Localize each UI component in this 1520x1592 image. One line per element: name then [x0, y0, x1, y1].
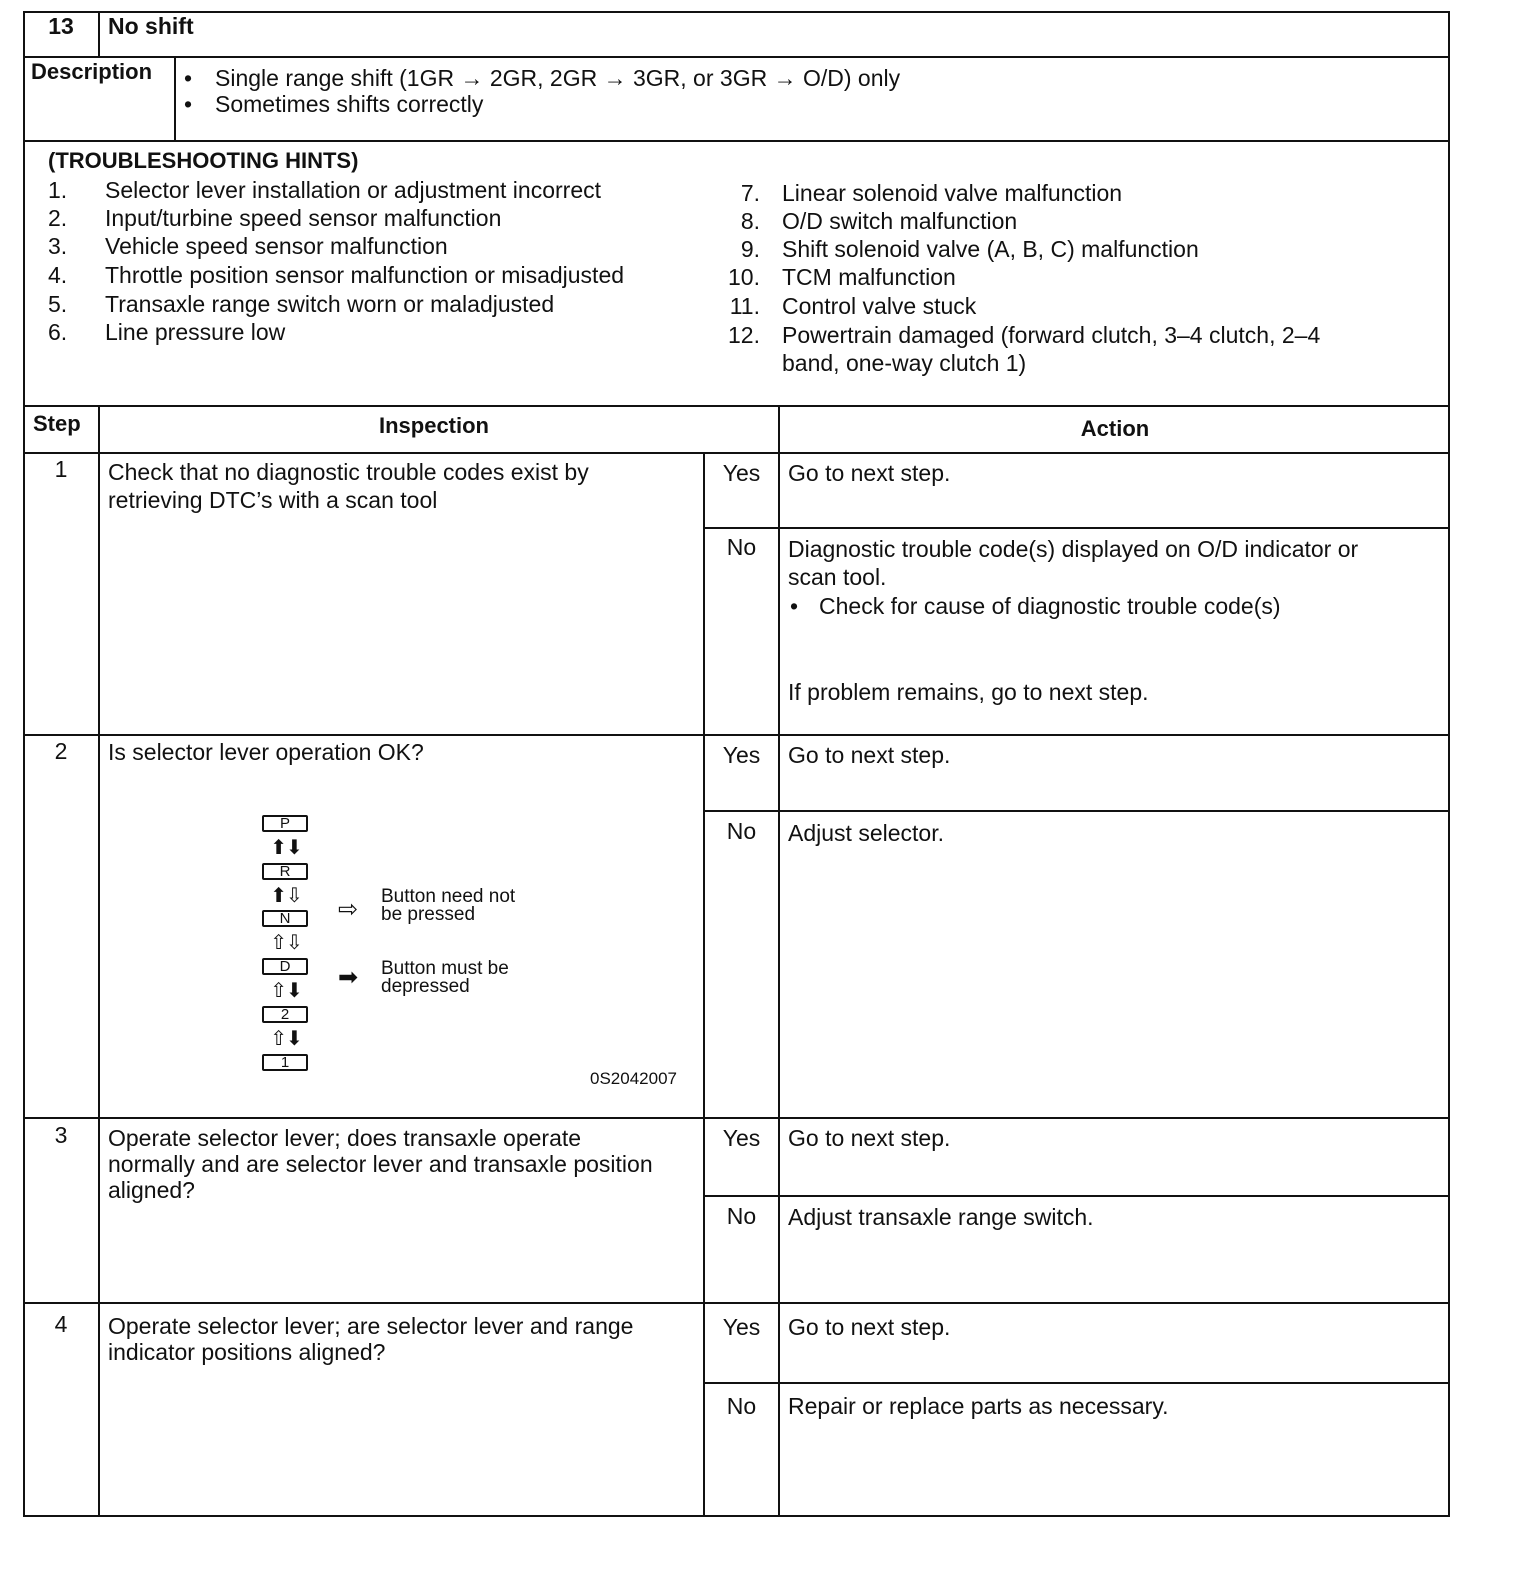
hint-number: 2.	[48, 205, 68, 231]
yes-action: Go to next step.	[788, 1125, 951, 1151]
legend-solid-line: Button must be	[381, 958, 509, 979]
rule-yesno-column	[703, 452, 705, 1517]
yes-label: Yes	[722, 460, 761, 486]
hint-number: 1.	[48, 177, 68, 203]
rule-description-bottom	[24, 140, 1450, 142]
rule-step2-bottom	[24, 1117, 1450, 1119]
yes-label: Yes	[722, 742, 761, 768]
rule-action-column	[778, 405, 780, 1517]
hint-number: 9.	[740, 236, 760, 262]
hint-number: 12.	[728, 322, 760, 348]
gear-position-1: 1	[262, 1054, 308, 1071]
gear-position-n: N	[262, 910, 308, 927]
arrow-pair-icon: ⇧⬇	[270, 1028, 302, 1050]
column-header-action: Action	[1080, 416, 1150, 441]
step-inspection-line: Is selector lever operation OK?	[108, 739, 424, 765]
no-action-bullet: Check for cause of diagnostic trouble code(s)	[819, 593, 1281, 619]
gear-position-p: P	[262, 815, 308, 832]
no-label: No	[726, 1203, 757, 1229]
legend-open-line: Button need not	[381, 886, 516, 907]
hint-text: Shift solenoid valve (A, B, C) malfunction	[782, 236, 1199, 262]
arrow-pair-icon: ⇧⇩	[270, 932, 302, 954]
no-action: Adjust transaxle range switch.	[788, 1204, 1094, 1230]
hint-text: TCM malfunction	[782, 264, 956, 290]
legend-solid-line: depressed	[381, 976, 470, 997]
rule-hints-bottom	[24, 405, 1450, 407]
no-action-line: Diagnostic trouble code(s) displayed on O/D indicator or	[788, 536, 1359, 562]
rule-header-bottom	[24, 56, 1450, 58]
yes-action: Go to next step.	[788, 1314, 951, 1340]
hint-text: Line pressure low	[105, 319, 286, 345]
yes-action: Go to next step.	[788, 460, 951, 486]
no-label: No	[726, 1393, 757, 1419]
arrow-pair-icon: ⬆⬇	[270, 837, 302, 859]
solid-arrow-icon: ➡	[338, 964, 359, 991]
arrow-pair-icon: ⇧⬇	[270, 980, 302, 1002]
no-label: No	[726, 534, 757, 560]
problem-number: 13	[48, 13, 74, 39]
no-action-final: If problem remains, go to next step.	[788, 679, 1149, 705]
description-bullet-2: Sometimes shifts correctly	[215, 91, 484, 117]
figure-code: 0S2042007	[590, 1069, 677, 1088]
hints-title: (TROUBLESHOOTING HINTS)	[48, 148, 359, 173]
yes-action: Go to next step.	[788, 742, 951, 768]
hint-number: 10.	[728, 264, 760, 290]
rule-step3-bottom	[24, 1302, 1450, 1304]
rule-right	[1448, 11, 1450, 1517]
hint-text: O/D switch malfunction	[782, 208, 1018, 234]
rule-step2-yes-no	[704, 810, 1450, 812]
hint-text-continuation: band, one-way clutch 1)	[782, 350, 1027, 376]
description-bullet-1: Single range shift (1GR → 2GR, 2GR → 3GR, or 3GR → O/D) only	[215, 65, 901, 91]
step-inspection-line: Check that no diagnostic trouble codes exist by	[108, 459, 589, 485]
rule-step1-yes-no	[704, 527, 1450, 529]
hint-number: 6.	[48, 319, 68, 345]
hint-text: Control valve stuck	[782, 293, 977, 319]
step-inspection-line: Operate selector lever; does transaxle operate	[108, 1125, 582, 1151]
rule-columns-bottom	[24, 452, 1450, 454]
hint-number: 3.	[48, 233, 68, 259]
step-inspection-line: Operate selector lever; are selector lever and range	[108, 1313, 634, 1339]
problem-title: No shift	[108, 13, 194, 39]
rule-step3-yes-no	[704, 1195, 1450, 1197]
step-inspection-line: retrieving DTC’s with a scan tool	[108, 487, 438, 513]
step-number: 3	[54, 1122, 68, 1148]
hint-text: Powertrain damaged (forward clutch, 3–4 clutch, 2–4	[782, 322, 1321, 348]
step-number: 1	[54, 456, 68, 482]
rule-top	[24, 11, 1450, 13]
no-action-line: scan tool.	[788, 564, 887, 590]
legend-open-line: be pressed	[381, 904, 476, 925]
step-inspection-line: indicator positions aligned?	[108, 1339, 386, 1365]
no-action: Repair or replace parts as necessary.	[788, 1393, 1169, 1419]
rule-description-label	[174, 56, 176, 142]
no-label: No	[726, 818, 757, 844]
rule-step4-yes-no	[704, 1382, 1450, 1384]
gear-position-r: R	[262, 863, 308, 880]
column-header-inspection: Inspection	[378, 413, 489, 438]
rule-step-column	[98, 405, 100, 1517]
hint-text: Transaxle range switch worn or maladjusted	[105, 291, 555, 317]
description-bullet-mark: •	[184, 91, 193, 117]
yes-label: Yes	[722, 1314, 761, 1340]
hint-number: 11.	[729, 293, 760, 319]
hint-number: 8.	[740, 208, 760, 234]
open-arrow-icon: ⇨	[338, 896, 359, 923]
column-header-step: Step	[33, 411, 81, 436]
gear-position-d: D	[262, 958, 308, 975]
hint-text: Input/turbine speed sensor malfunction	[105, 205, 502, 231]
no-action-bullet-mark: •	[790, 593, 799, 619]
description-bullet-mark: •	[184, 65, 193, 91]
gear-position-2: 2	[262, 1006, 308, 1023]
hint-text: Throttle position sensor malfunction or misadjusted	[105, 262, 625, 288]
description-label: Description	[31, 59, 153, 84]
rule-header-number	[98, 11, 100, 58]
hint-text: Linear solenoid valve malfunction	[782, 180, 1123, 206]
arrow-pair-icon: ⬆⇩	[270, 885, 302, 907]
step-inspection-line: aligned?	[108, 1177, 195, 1203]
rule-bottom	[24, 1515, 1450, 1517]
step-number: 2	[54, 738, 68, 764]
hint-number: 7.	[740, 180, 760, 206]
step-number: 4	[54, 1311, 68, 1337]
hint-text: Selector lever installation or adjustment incorrect	[105, 177, 602, 203]
hint-number: 4.	[48, 262, 68, 288]
step-inspection-line: normally and are selector lever and transaxle position	[108, 1151, 653, 1177]
rule-step1-bottom	[24, 734, 1450, 736]
hint-number: 5.	[48, 291, 68, 317]
hint-text: Vehicle speed sensor malfunction	[105, 233, 448, 259]
yes-label: Yes	[722, 1125, 761, 1151]
no-action: Adjust selector.	[788, 820, 944, 846]
